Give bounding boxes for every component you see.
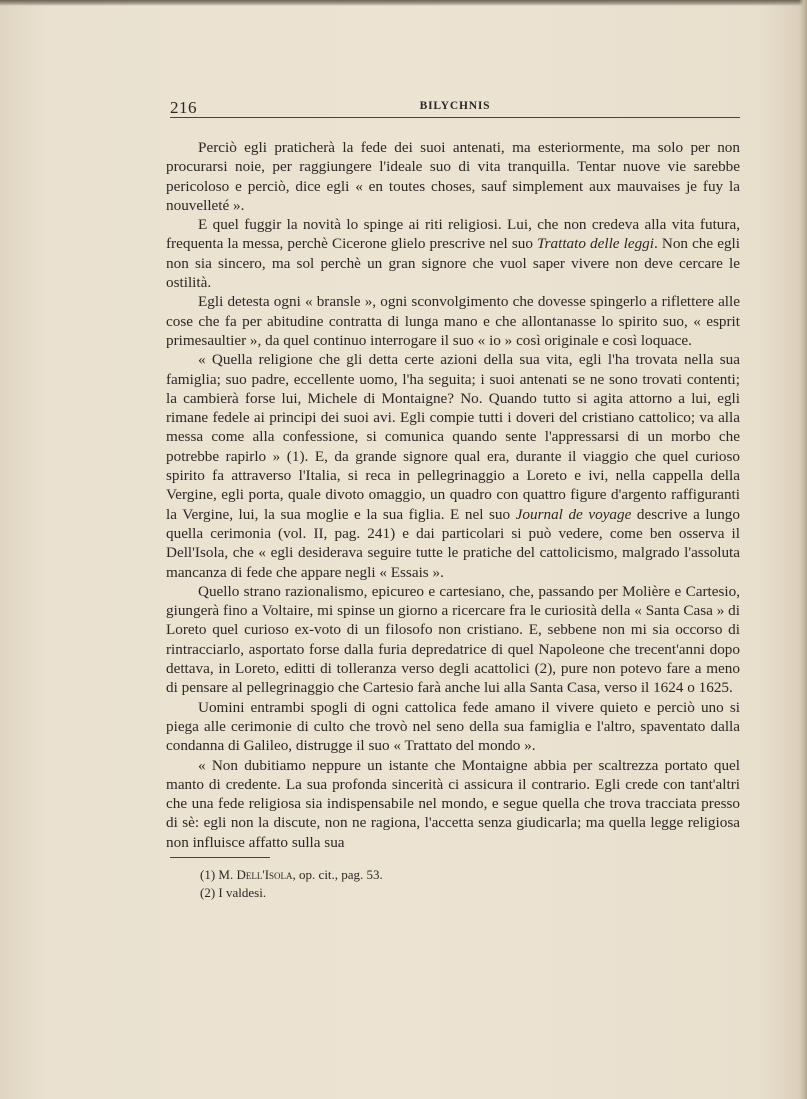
paragraph: Egli detesta ogni « bransle », ogni sconvolgimento che dovesse spingerlo a riflettere alle cose che fa per abitudine contratta di lunga mano e che allontanasse lo spirito suo, « esprit primesaultier », da quel continuo interrogare il suo « io » così originale e così loquace. <box>166 293 740 349</box>
footnote-rule <box>170 857 270 858</box>
footnote: (1) M. Dell'Isola, op. cit., pag. 53. <box>200 867 383 882</box>
page-top-edge <box>0 0 807 6</box>
paragraph: « Quella religione che gli detta certe azioni della sua vita, egli l'ha trovata nella sua famiglia; suo padre, eccellente uomo, l'ha seguita; i suoi antenati se ne sono trovati contenti; la cambierà forse lui, Michele di Montaigne? No. Quando tutto si agita attorno a lui, egli rimane fedele ai principi dei suoi avi. Egli compie tutti i doveri del cristiano cattolico; va alla messa come alla confessione, si comunica quando sente l'appressarsi di un morbo che potrebbe rapirlo » (1). E, da grande signore qual era, durante il viaggio che quel curioso spirito fa attraverso l'Italia, si reca in pellegrinaggio a Loreto e ivi, nella cappella della Vergine, egli porta, quale divoto omaggio, un quadro con quattro figure d'argento raffiguranti la Vergine, lui, la sua moglie e la sua figlia. E nel suo Journal de voyage descrive a lungo quella cerimonia (vol. II, pag. 241) e dai particolari si può vedere, come ben osserva il Dell'Isola, che « egli desiderava seguire tutte le pratiche del cattolicismo, malgrado l'assoluta mancanza di fede che appare negli « Essais ». <box>166 351 740 581</box>
paragraph: Quello strano razionalismo, epicureo e cartesiano, che, passando per Molière e Cartesio, giungerà fino a Voltaire, mi spinse un giorno a ricercare fra le curiosità della « Santa Casa » di Loreto quel curioso ex-voto di un filosofo non cristiano. E, sebbene non mi sia occorso di rintracciarlo, asportato forse dalla furia depredatrice di quel Napoleone che trecent'anni dopo dettava, in Loreto, editti di tolleranza verso degli acattolici (2), pure non potevo fare a meno di pensare al pellegrinaggio che Cartesio farà anche lui alla Santa Casa, verso il 1624 o 1625. <box>166 582 740 697</box>
paragraph: Perciò egli praticherà la fede dei suoi antenati, ma esteriormente, ma solo per non procurarsi noie, per raggiungere l'ideale suo di vita tranquilla. Tentar nuove vie sarebbe pericoloso e perciò, dice egli « en toutes choses, sauf simplement aux mauvaises je fuy la nouvelleté ». <box>166 139 740 214</box>
paragraph: Uomini entrambi spogli di ogni cattolica fede amano il vivere quieto e perciò uno si piega alle cerimonie di culto che trovò nel seno della sua famiglia e l'altro, spaventato dalla condanna di Galileo, distrugge il suo « Trattato del mondo ». <box>166 698 740 755</box>
footnote: (2) I valdesi. <box>200 884 267 900</box>
author-name: M. Dell'Isola <box>218 867 293 882</box>
page-number: 216 <box>170 98 197 117</box>
running-header <box>170 98 740 118</box>
paragraph: « Non dubitiamo neppure un istante che Montaigne abbia per scaltrezza portato quel manto di credente. La sua profonda sincerità ci assicura il contrario. Egli crede con tant'altri che una fede religiosa sia indispensabile nel mondo, e segue quella che trova tracciata presso di sè: egli non la discute, non ne ragiona, l'accetta senza giudicarla; ma quella legge religiosa non influisce affatto sulla sua <box>166 756 740 851</box>
header-rule <box>170 117 740 118</box>
book-title: Journal de voyage <box>515 505 632 523</box>
running-title: BILYCHNIS <box>419 100 491 112</box>
body-text <box>166 138 740 852</box>
footnotes <box>200 866 700 901</box>
page-right-edge <box>799 0 807 1099</box>
book-title: Trattato delle leggi <box>537 235 654 253</box>
paragraph: E quel fuggir la novità lo spinge ai riti religiosi. Lui, che non credeva alla vita futura, frequenta la messa, perchè Cicerone glielo prescrive nel suo Trattato delle leggi. Non che egli non sia sincero, ma sol perchè un gran signore che vuol saper vivere non deve cercare le ostilità. <box>166 216 740 292</box>
